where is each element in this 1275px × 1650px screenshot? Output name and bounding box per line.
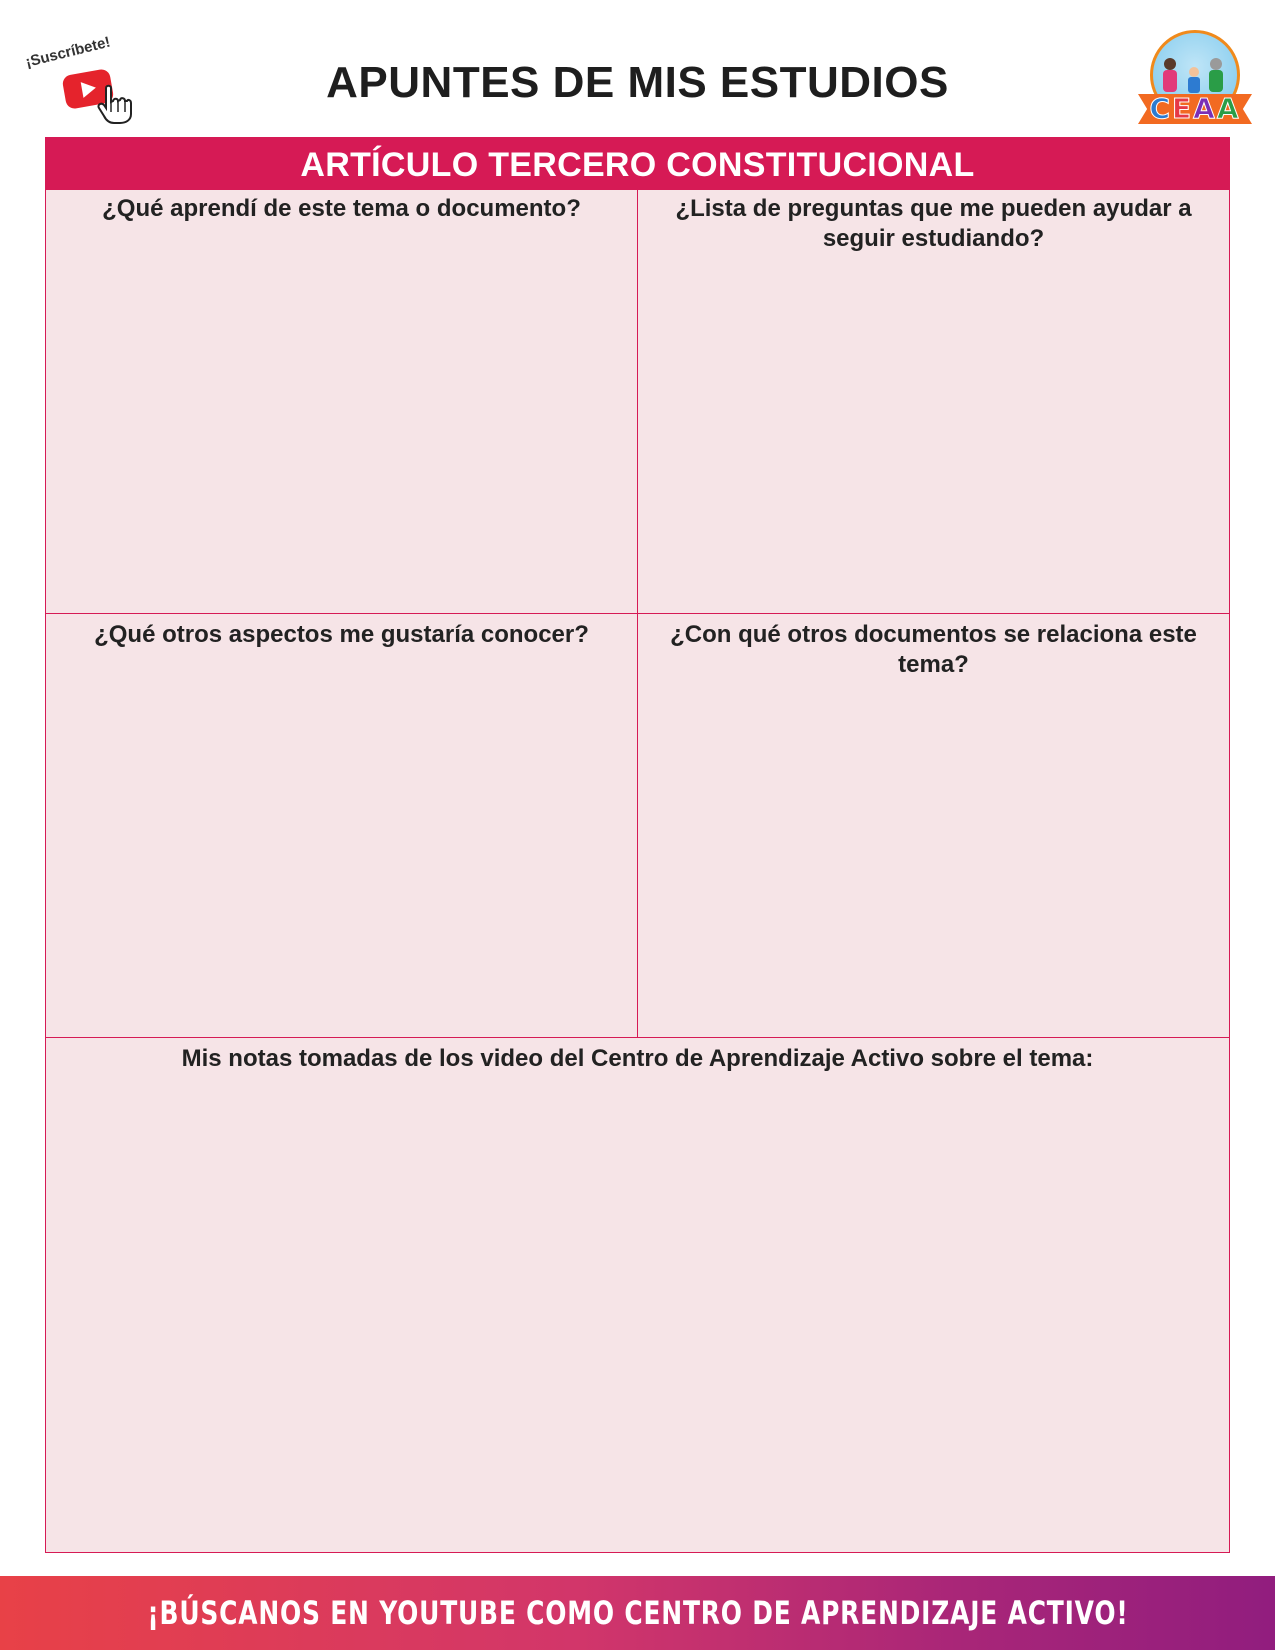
footer-text: ¡BÚSCANOS EN YOUTUBE COMO CENTRO DE APRENDIZAJE ACTIVO!: [146, 1594, 1129, 1632]
subscribe-label: ¡Suscríbete!: [23, 33, 113, 71]
logo-wordmark: CEAA: [1149, 92, 1241, 125]
related-documents-box[interactable]: [638, 614, 1229, 1038]
page-title: APUNTES DE MIS ESTUDIOS: [326, 58, 949, 107]
video-notes-box[interactable]: [46, 1038, 1229, 1552]
cell-label: ¿Qué aprendí de este tema o documento?: [102, 195, 581, 222]
cell-label: ¿Qué otros aspectos me gustaría conocer?: [94, 621, 589, 648]
other-aspects-box[interactable]: [46, 614, 638, 1038]
learned-notes-box[interactable]: [46, 190, 638, 614]
ceaa-logo: [1138, 26, 1252, 126]
cell-label: Mis notas tomadas de los video del Centro de Aprendizaje Activo sobre el tema:: [181, 1045, 1094, 1072]
section-title: ARTÍCULO TERCERO CONSTITUCIONAL: [46, 138, 1229, 190]
cell-label: ¿Lista de preguntas que me pueden ayudar a seguir estudiando?: [675, 195, 1192, 252]
questions-list-box[interactable]: [638, 190, 1229, 614]
notes-worksheet: [45, 137, 1230, 1553]
cell-label: ¿Con qué otros documentos se relaciona este tema?: [670, 621, 1197, 678]
footer-banner: [0, 1576, 1275, 1650]
